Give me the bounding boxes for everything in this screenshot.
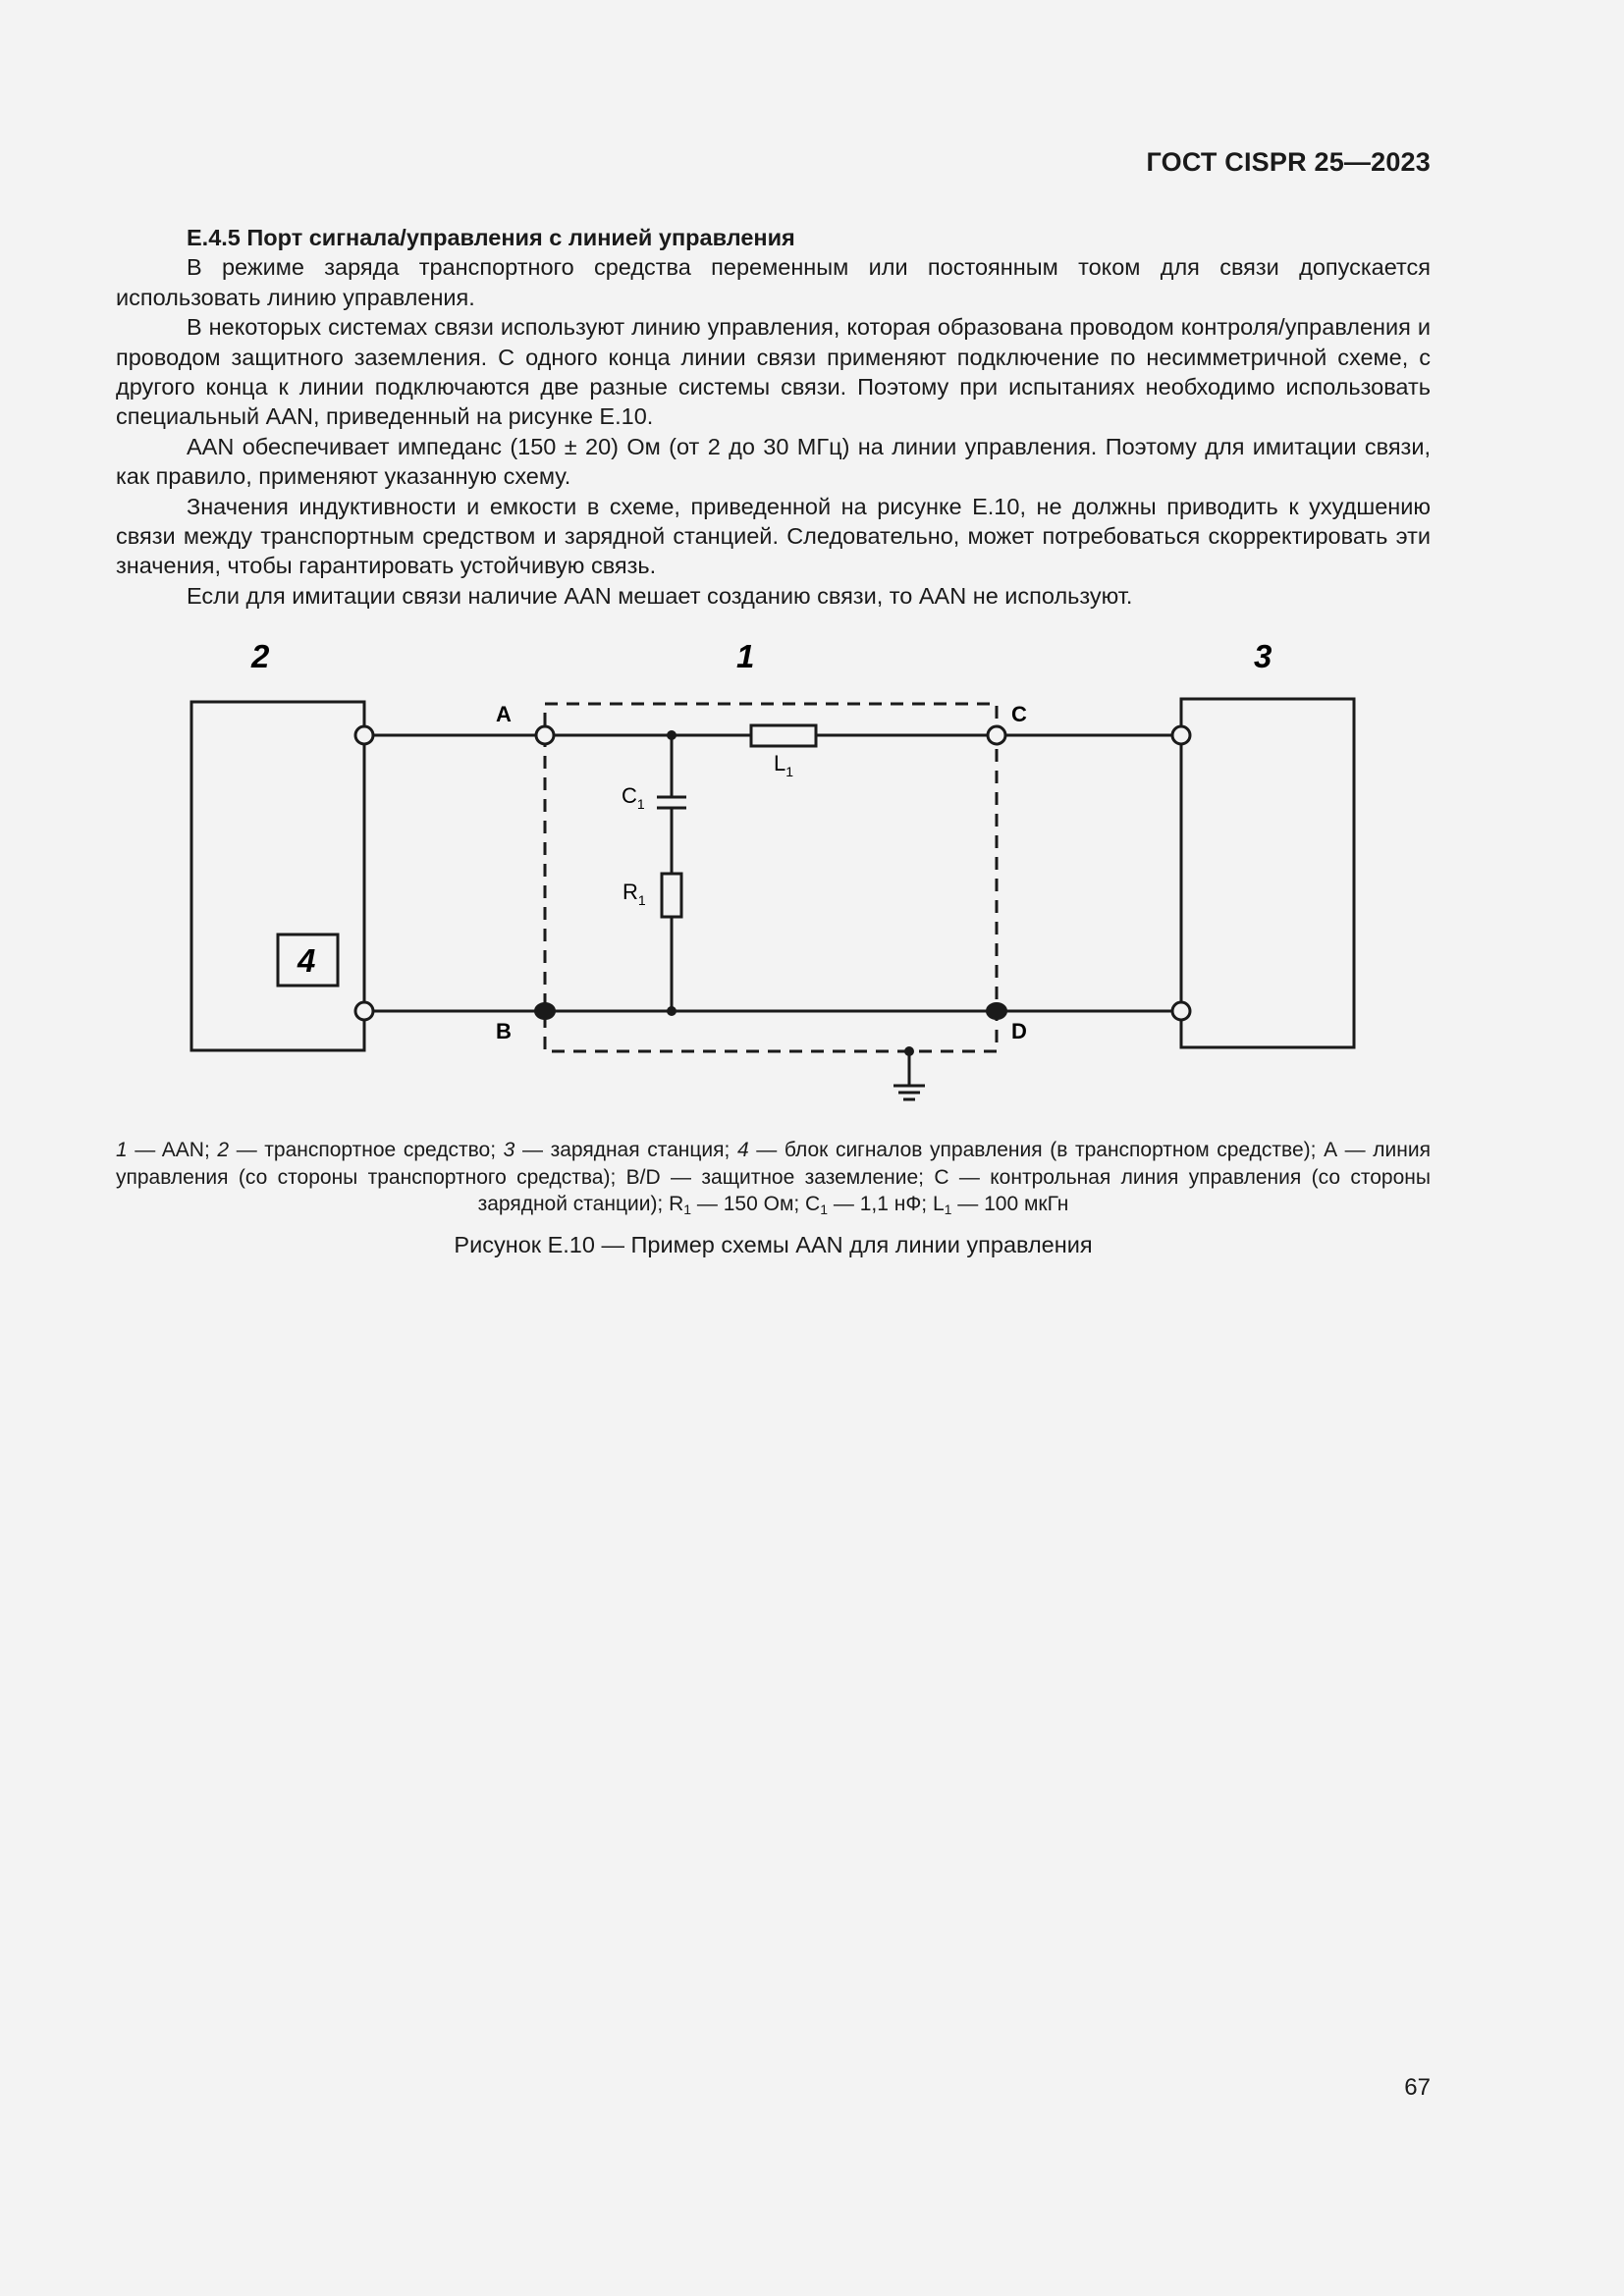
vehicle-terminal-top bbox=[355, 726, 373, 744]
junction-ground bbox=[905, 1047, 913, 1055]
terminal-a bbox=[536, 726, 554, 744]
paragraph-3: AAN обеспечивает импеданс (150 ± 20) Ом (от 2 до 30 МГц) на линии управления. Поэтому для имитации связи, как правило, применяют указанную схему. bbox=[116, 433, 1431, 490]
document-header: ГОСТ CISPR 25—2023 bbox=[1146, 147, 1431, 177]
label-vehicle: 2 bbox=[251, 638, 270, 674]
r1-resistor bbox=[662, 874, 681, 917]
junction-top bbox=[668, 731, 676, 739]
vehicle-terminal-bottom bbox=[355, 1002, 373, 1020]
aan-enclosure bbox=[545, 704, 997, 1051]
label-point-a: A bbox=[496, 702, 512, 726]
terminal-b bbox=[535, 1003, 555, 1019]
l1-inductor bbox=[751, 725, 816, 746]
paragraph-2: В некоторых системах связи используют линию управления, которая образована проводом контроля/управления и проводом защитного заземления. С одного конца линии связи применяют подключение по несимметричной схеме, с другого конца к линии подключаются две разные системы связи. Поэтому при испытаниях необходимо использовать специальный AAN, приведенный на рисунке Е.10. bbox=[116, 314, 1431, 430]
label-charging-station: 3 bbox=[1254, 638, 1272, 674]
terminal-c bbox=[988, 726, 1005, 744]
paragraph-1: В режиме заряда транспортного средства переменным или постоянным током для связи допускается использовать линию управления. bbox=[116, 254, 1431, 310]
vehicle-block bbox=[191, 702, 364, 1050]
junction-bottom bbox=[668, 1007, 676, 1015]
figure-caption: Рисунок Е.10 — Пример схемы AAN для линии управления bbox=[454, 1232, 1093, 1257]
figure-legend: 1 — AAN; 2 — транспортное средство; 3 — зарядная станция; 4 — блок сигналов управления (в транспортном средстве); А — линия управления (со стороны транспортного средства); B/D — защитное заземление; С — контрольная линия управления (со стороны зарядной станции); $R_1$ — 150 Ом; $C_1$ — 1,1 нФ; $L_1$ — 100 мкГн bbox=[116, 1139, 1431, 1217]
station-terminal-bottom bbox=[1172, 1002, 1190, 1020]
section-heading: Е.4.5 Порт сигнала/управления с линией управления bbox=[187, 225, 795, 250]
label-control-unit: 4 bbox=[298, 942, 316, 979]
label-l1: L1 bbox=[774, 751, 794, 779]
paragraph-4: Значения индуктивности и емкости в схеме, приведенной на рисунке Е.10, не должны приводить к ухудшению связи между транспортным средством и зарядной станцией. Следовательно, может потребоваться скорректировать эти значения, чтобы гарантировать устойчивую связь. bbox=[116, 493, 1431, 579]
paragraph-5: Если для имитации связи наличие AAN мешает созданию связи, то AAN не используют. bbox=[187, 582, 1133, 609]
label-point-b: B bbox=[496, 1019, 512, 1043]
aan-circuit-diagram bbox=[147, 628, 1384, 1109]
page-number: 67 bbox=[1404, 2074, 1431, 2101]
section-text bbox=[116, 223, 1431, 611]
label-r1: R1 bbox=[623, 880, 646, 908]
charging-station-block bbox=[1181, 699, 1354, 1047]
label-aan: 1 bbox=[736, 638, 755, 674]
station-terminal-top bbox=[1172, 726, 1190, 744]
terminal-d bbox=[987, 1003, 1006, 1019]
label-c1: C1 bbox=[622, 783, 645, 812]
label-point-d: D bbox=[1011, 1019, 1027, 1043]
label-point-c: C bbox=[1011, 702, 1027, 726]
